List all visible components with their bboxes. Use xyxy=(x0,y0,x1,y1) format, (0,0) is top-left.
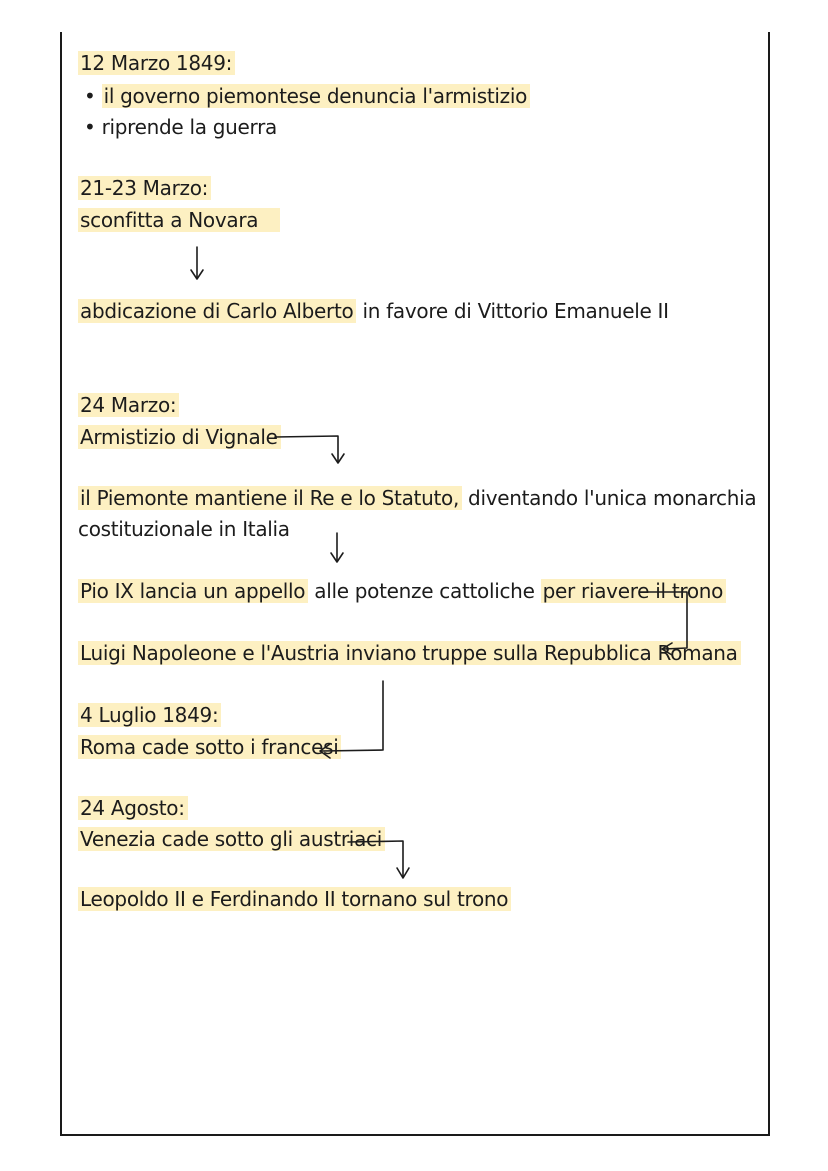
arrow-down-icon xyxy=(331,533,343,562)
arrow-down-icon xyxy=(191,247,203,279)
bullet-dot: • xyxy=(84,84,96,108)
result-abdicazione: abdicazione di Carlo Alberto in favore di Vittorio Emanuele II xyxy=(80,299,669,323)
date-24-marzo: 24 Marzo: xyxy=(78,392,179,418)
arrow-corner-right-down-icon xyxy=(348,841,409,878)
piemonte-line-1: il Piemonte mantiene il Re e lo Statuto, diventando l'unica monarchia xyxy=(80,486,757,510)
date-24-agosto: 24 Agosto: xyxy=(78,795,188,821)
luigi-napoleone-line: Luigi Napoleone e l'Austria inviano truppe sulla Repubblica Romana xyxy=(78,640,741,666)
bullet-item: • riprende la guerra xyxy=(84,115,277,139)
bullet-dot: • xyxy=(84,115,96,139)
event-sconfitta-novara: sconfitta a Novara xyxy=(78,207,280,233)
arrow-corner-down-left-icon xyxy=(320,681,383,758)
arrow-bracket-left-icon xyxy=(640,592,687,655)
bullet-item: • il governo piemontese denuncia l'armistizio xyxy=(84,83,530,109)
arrow-corner-right-down-icon xyxy=(275,436,344,463)
date-21-23-marzo: 21-23 Marzo: xyxy=(78,175,211,201)
event-roma-cade: Roma cade sotto i francesi xyxy=(78,734,341,760)
piemonte-line-2: costituzionale in Italia xyxy=(78,517,290,541)
pio-ix-line: Pio IX lancia un appello alle potenze cattoliche per riavere il trono xyxy=(78,578,726,604)
date-4-luglio-1849: 4 Luglio 1849: xyxy=(78,702,221,728)
event-venezia-cade: Venezia cade sotto gli austriaci xyxy=(78,826,385,852)
event-armistizio-vignale: Armistizio di Vignale xyxy=(78,424,281,450)
result-leopoldo-ferdinando: Leopoldo II e Ferdinando II tornano sul trono xyxy=(78,886,511,912)
date-12-marzo-1849: 12 Marzo 1849: xyxy=(78,50,235,76)
